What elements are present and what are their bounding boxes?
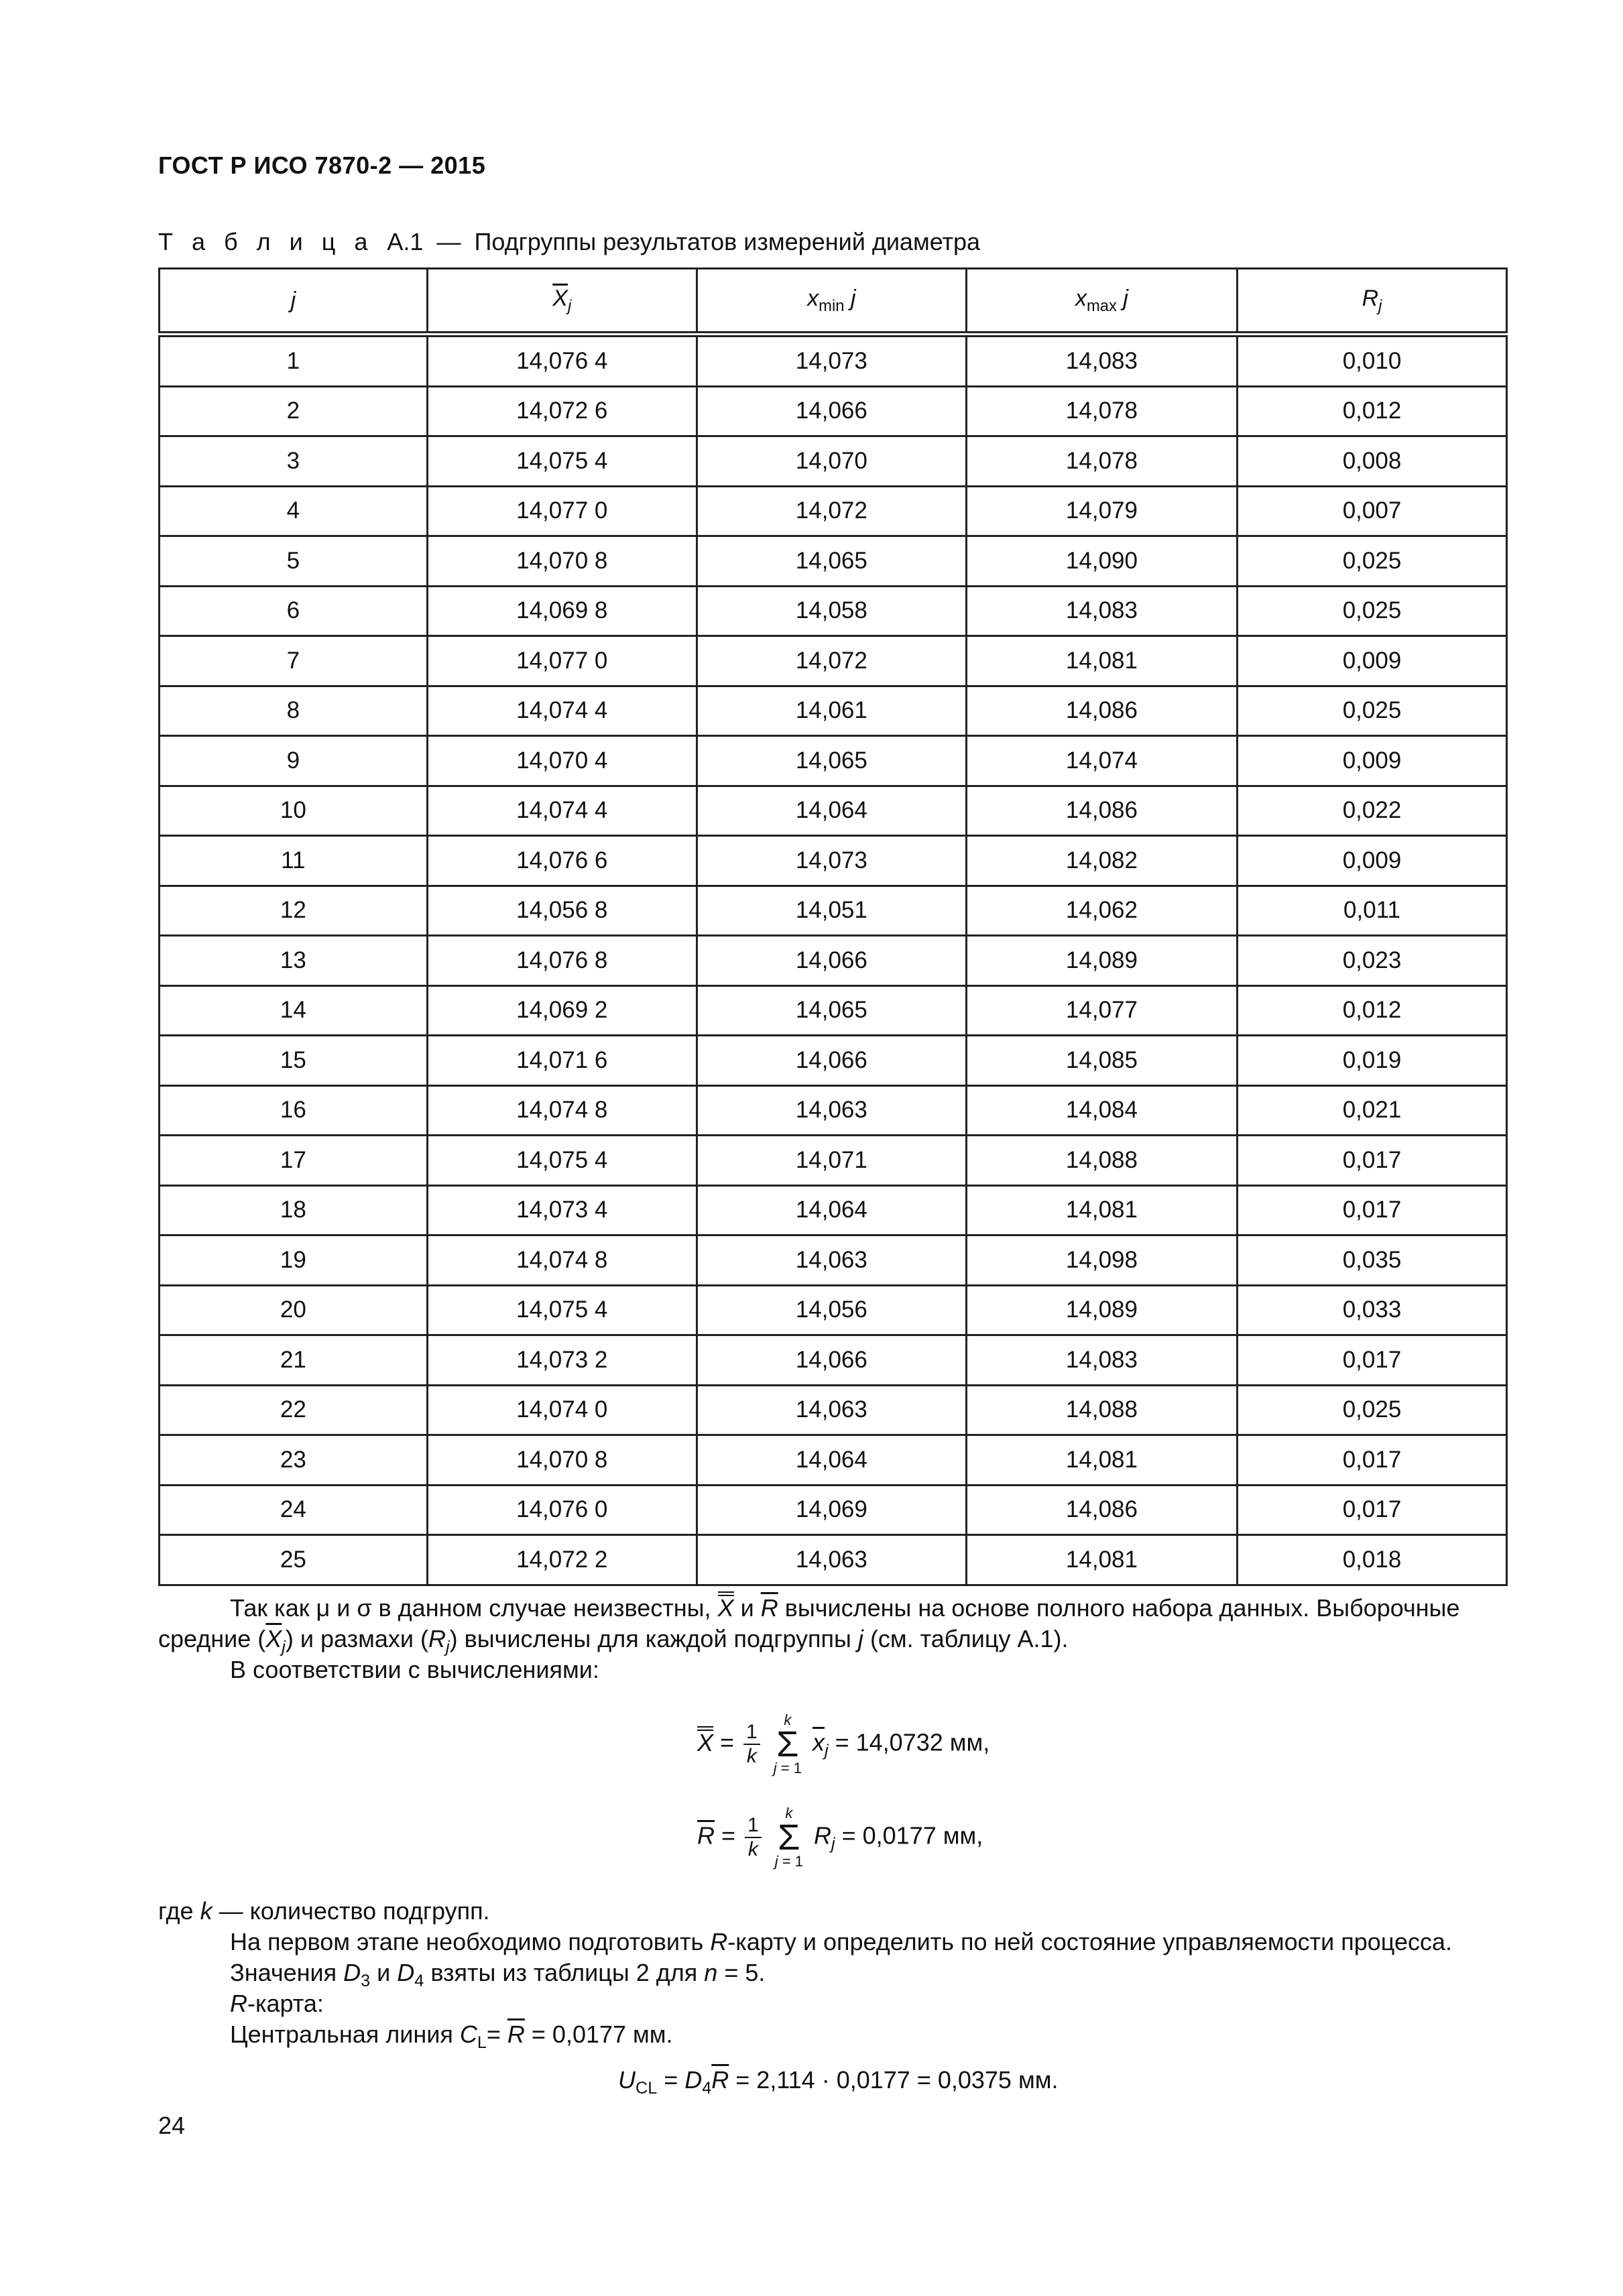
cell-j: 19: [160, 1235, 428, 1286]
p5-text-b: и: [377, 1959, 391, 1986]
cell-j: 8: [160, 686, 428, 736]
paragraph-calculations: В соответствии с вычислениями:: [230, 1656, 599, 1683]
table-row: [160, 1535, 1507, 1585]
cell-xbar: 14,074 8: [427, 1085, 697, 1136]
paragraph-central-line: Центральная линия $C_L= \overline{R} = 0,0177$ мм.: [230, 2020, 673, 2053]
cell-xbar: 14,074 4: [427, 786, 697, 836]
p7-text-a: Центральная линия: [230, 2020, 453, 2048]
paragraph-r-chart: R-карта:: [230, 1990, 324, 2017]
cell-xmax: 14,098: [966, 1235, 1237, 1286]
p4-text-b: -карту и определить по ней состояние управляемости процесса.: [727, 1928, 1453, 1955]
cell-j: 16: [160, 1085, 428, 1136]
p3-text-a: где: [158, 1897, 194, 1925]
cell-r: 0,007: [1238, 486, 1507, 536]
cell-j: 24: [160, 1485, 428, 1535]
cell-xbar: 14,076 6: [427, 836, 697, 886]
cell-xbar: 14,069 2: [427, 985, 697, 1036]
cell-r: 0,021: [1238, 1085, 1507, 1136]
cell-j: 7: [160, 636, 428, 686]
cell-xmin: 14,066: [697, 1036, 966, 1086]
cell-xmax: 14,090: [966, 536, 1237, 587]
cell-xmax: 14,078: [966, 436, 1237, 487]
cell-j: 13: [160, 936, 428, 986]
p1-text-f: (см. таблицу А.1).: [869, 1625, 1069, 1652]
cell-xbar: 14,075 4: [427, 436, 697, 487]
page-number: 24: [158, 2112, 186, 2139]
cell-r: 0,017: [1238, 1435, 1507, 1486]
table-row: [160, 1435, 1507, 1486]
cell-xbar: 14,073 2: [427, 1335, 697, 1386]
cell-r: 0,022: [1238, 786, 1507, 836]
formula-mean-range: $\overline{R}$ = $\frac{1}{k}$ k Σ j = 1 $R_j = 0,0177$ мм,: [697, 1805, 983, 1870]
cell-xmin: 14,073: [697, 836, 966, 886]
table-row: [160, 486, 1507, 536]
formula-ucl: $U_{CL} = D_4\overline{R} = 2,114 \cdot 0,0177 = 0,0375$ мм.: [618, 2066, 1059, 2098]
cell-xmax: 14,082: [966, 836, 1237, 886]
cell-j: 6: [160, 586, 428, 636]
cell-r: 0,018: [1238, 1535, 1507, 1585]
cell-xmax: 14,081: [966, 636, 1237, 686]
table-row: [160, 1235, 1507, 1286]
mean-range-symbol: $\overline{R}$: [760, 1594, 778, 1622]
cell-r: 0,017: [1238, 1335, 1507, 1386]
cell-j: 18: [160, 1185, 428, 1235]
table-row: [160, 985, 1507, 1036]
cell-xbar: 14,074 0: [427, 1385, 697, 1435]
cell-r: 0,010: [1238, 335, 1507, 387]
cell-xbar: 14,076 8: [427, 936, 697, 986]
cell-j: 21: [160, 1335, 428, 1386]
cell-xbar: 14,072 2: [427, 1535, 697, 1585]
table-row: [160, 1136, 1507, 1186]
header-xmax-j: $x_{max}$ j: [966, 269, 1237, 335]
cell-j: 1: [160, 335, 428, 387]
cell-r: 0,017: [1238, 1136, 1507, 1186]
cell-xmin: 14,065: [697, 736, 966, 786]
cell-r: 0,009: [1238, 636, 1507, 686]
cell-j: 12: [160, 886, 428, 936]
cell-r: 0,025: [1238, 536, 1507, 587]
cell-r: 0,019: [1238, 1036, 1507, 1086]
table-row: [160, 1085, 1507, 1136]
formula-mean-range-result: = 0,0177 мм,: [841, 1821, 983, 1850]
measurement-table: [158, 267, 1508, 1586]
cell-xmin: 14,063: [697, 1535, 966, 1585]
p5-text-a: Значения: [230, 1959, 337, 1986]
table-row: [160, 1185, 1507, 1235]
grand-mean-symbol: X: [718, 1593, 734, 1624]
cell-j: 4: [160, 486, 428, 536]
table-caption: [158, 228, 980, 256]
table-row: [160, 536, 1507, 587]
cell-r: 0,025: [1238, 1385, 1507, 1435]
header-xbar-j: $\overline{X}_j$: [427, 269, 697, 335]
cell-j: 14: [160, 985, 428, 1036]
cell-xmin: 14,066: [697, 936, 966, 986]
cell-xmax: 14,074: [966, 736, 1237, 786]
cell-xmax: 14,085: [966, 1036, 1237, 1086]
header-xmin-j: $x_{min}$ j: [697, 269, 966, 335]
cell-xmin: 14,064: [697, 1185, 966, 1235]
cell-j: 10: [160, 786, 428, 836]
p1-text-c: средние (: [158, 1625, 266, 1652]
cell-xmax: 14,062: [966, 886, 1237, 936]
cell-xmax: 14,089: [966, 1285, 1237, 1335]
cell-xmax: 14,081: [966, 1435, 1237, 1486]
cell-xmax: 14,083: [966, 335, 1237, 387]
cell-xbar: 14,075 4: [427, 1285, 697, 1335]
caption-dash: —: [436, 228, 461, 255]
cell-r: 0,009: [1238, 736, 1507, 786]
cell-xbar: 14,056 8: [427, 886, 697, 936]
cell-xbar: 14,077 0: [427, 486, 697, 536]
cell-xmax: 14,089: [966, 936, 1237, 986]
cell-r: 0,033: [1238, 1285, 1507, 1335]
formula-grand-mean-result: = 14,0732 мм,: [835, 1728, 990, 1756]
formula-grand-mean: X = $\frac{1}{k}$ k Σ j = 1 $\overline{x}_j = 14,0732$ мм,: [697, 1711, 990, 1776]
cell-xbar: 14,070 8: [427, 1435, 697, 1486]
cell-j: 17: [160, 1136, 428, 1186]
cell-r: 0,017: [1238, 1485, 1507, 1535]
paragraph-where-k: где k — количество подгрупп.: [158, 1897, 490, 1925]
cell-r: 0,009: [1238, 836, 1507, 886]
cell-j: 15: [160, 1036, 428, 1086]
cell-xbar: 14,071 6: [427, 1036, 697, 1086]
cell-xbar: 14,077 0: [427, 636, 697, 686]
cell-xmax: 14,083: [966, 1335, 1237, 1386]
cell-j: 11: [160, 836, 428, 886]
cell-xmax: 14,088: [966, 1385, 1237, 1435]
table-row: [160, 1036, 1507, 1086]
cell-xmax: 14,081: [966, 1535, 1237, 1585]
table-body: [160, 335, 1507, 1585]
cell-xbar: 14,074 8: [427, 1235, 697, 1286]
p6-text: -карта:: [247, 1990, 324, 2017]
cell-xmin: 14,073: [697, 335, 966, 387]
cell-xmin: 14,064: [697, 1435, 966, 1486]
paragraph-unknowns: [230, 1593, 1508, 1624]
cell-xmax: 14,084: [966, 1085, 1237, 1136]
cell-xmax: 14,088: [966, 1136, 1237, 1186]
paragraph-d-values: Значения $D_3$ и $D_4$ взяты из таблицы 2 для n = 5.: [230, 1959, 766, 1991]
table-row: [160, 335, 1507, 387]
document-header: ГОСТ Р ИСО 7870-2 — 2015: [158, 152, 486, 179]
cell-r: 0,012: [1238, 985, 1507, 1036]
cell-j: 9: [160, 736, 428, 786]
cell-xbar: 14,074 4: [427, 686, 697, 736]
cell-xmax: 14,078: [966, 386, 1237, 436]
cell-xmin: 14,063: [697, 1385, 966, 1435]
cell-r: 0,023: [1238, 936, 1507, 986]
cell-xmax: 14,081: [966, 1185, 1237, 1235]
table-row: [160, 686, 1507, 736]
cell-xbar: 14,069 8: [427, 586, 697, 636]
cell-xbar: 14,075 4: [427, 1136, 697, 1186]
cell-xmin: 14,072: [697, 636, 966, 686]
cell-xmin: 14,071: [697, 1136, 966, 1186]
cell-j: 5: [160, 536, 428, 587]
formula-ucl-result: = 2,114 · 0,0177 = 0,0375 мм.: [735, 2066, 1059, 2094]
cell-j: 3: [160, 436, 428, 487]
cell-xmin: 14,056: [697, 1285, 966, 1335]
cell-xmin: 14,065: [697, 536, 966, 587]
cell-xmax: 14,086: [966, 686, 1237, 736]
cell-xmax: 14,083: [966, 586, 1237, 636]
cell-xmin: 14,066: [697, 1335, 966, 1386]
p5-text-d: = 5.: [724, 1959, 766, 1986]
cell-xmin: 14,063: [697, 1235, 966, 1286]
table-row: [160, 586, 1507, 636]
cell-xmin: 14,065: [697, 985, 966, 1036]
paragraph-first-step: На первом этапе необходимо подготовить R-карту и определить по ней состояние управляемости процесса.: [230, 1928, 1453, 1955]
cell-j: 20: [160, 1285, 428, 1335]
paragraph-unknowns-cont: средние $(\overline{X}_j)$ и размахи $(R_j)$ вычислены для каждой подгруппы j (см. таблицу А.1).: [158, 1625, 1069, 1657]
cell-j: 2: [160, 386, 428, 436]
p5-text-c: взяты из таблицы 2 для: [430, 1959, 698, 1986]
table-row: [160, 1485, 1507, 1535]
cell-xbar: 14,076 0: [427, 1485, 697, 1535]
cell-j: 23: [160, 1435, 428, 1486]
header-j: j: [160, 269, 428, 335]
cell-xbar: 14,076 4: [427, 335, 697, 387]
cell-xbar: 14,073 4: [427, 1185, 697, 1235]
cell-xmin: 14,058: [697, 586, 966, 636]
table-row: [160, 1335, 1507, 1386]
cell-r: 0,017: [1238, 1185, 1507, 1235]
cell-xbar: 14,070 4: [427, 736, 697, 786]
cell-xmax: 14,079: [966, 486, 1237, 536]
cell-r: 0,025: [1238, 686, 1507, 736]
table-row: [160, 886, 1507, 936]
cell-xmax: 14,077: [966, 985, 1237, 1036]
table-row: [160, 786, 1507, 836]
table-row: [160, 836, 1507, 886]
caption-prefix: Т а б л и ц а: [158, 228, 374, 255]
table-row: [160, 636, 1507, 686]
table-row: [160, 436, 1507, 487]
p3-text-b: — количество подгрупп.: [219, 1897, 490, 1925]
cell-j: 25: [160, 1535, 428, 1585]
header-r-j: $R_j$: [1238, 269, 1507, 335]
cell-xmax: 14,086: [966, 786, 1237, 836]
cell-xmin: 14,061: [697, 686, 966, 736]
caption-number: А.1: [387, 228, 424, 255]
cell-xmin: 14,064: [697, 786, 966, 836]
cell-xmin: 14,063: [697, 1085, 966, 1136]
p1-text-d: ) и размахи (: [285, 1625, 429, 1652]
p7-text-b: = 0,0177 мм.: [531, 2020, 673, 2048]
table-row: [160, 736, 1507, 786]
cell-xbar: 14,072 6: [427, 386, 697, 436]
p1-text-b: вычислены на основе полного набора данных. Выборочные: [784, 1594, 1460, 1622]
cell-j: 22: [160, 1385, 428, 1435]
cell-xmin: 14,072: [697, 486, 966, 536]
table-row: [160, 386, 1507, 436]
cell-r: 0,025: [1238, 586, 1507, 636]
caption-title: Подгруппы результатов измерений диаметра: [474, 228, 981, 255]
p1-text-e: ) вычислены для каждой подгруппы: [449, 1625, 851, 1652]
table-row: [160, 1385, 1507, 1435]
cell-r: 0,008: [1238, 436, 1507, 487]
cell-xmin: 14,066: [697, 386, 966, 436]
table-row: [160, 1285, 1507, 1335]
table-header-row: [160, 269, 1507, 335]
p1-text-a: Так как μ и σ в данном случае неизвестны,: [230, 1594, 711, 1622]
cell-xbar: 14,070 8: [427, 536, 697, 587]
cell-xmin: 14,069: [697, 1485, 966, 1535]
cell-xmax: 14,086: [966, 1485, 1237, 1535]
p4-text-a: На первом этапе необходимо подготовить: [230, 1928, 704, 1955]
p1-text-and: и: [740, 1594, 754, 1622]
cell-xmin: 14,070: [697, 436, 966, 487]
table-row: [160, 936, 1507, 986]
cell-r: 0,035: [1238, 1235, 1507, 1286]
cell-r: 0,011: [1238, 886, 1507, 936]
cell-r: 0,012: [1238, 386, 1507, 436]
cell-xmin: 14,051: [697, 886, 966, 936]
